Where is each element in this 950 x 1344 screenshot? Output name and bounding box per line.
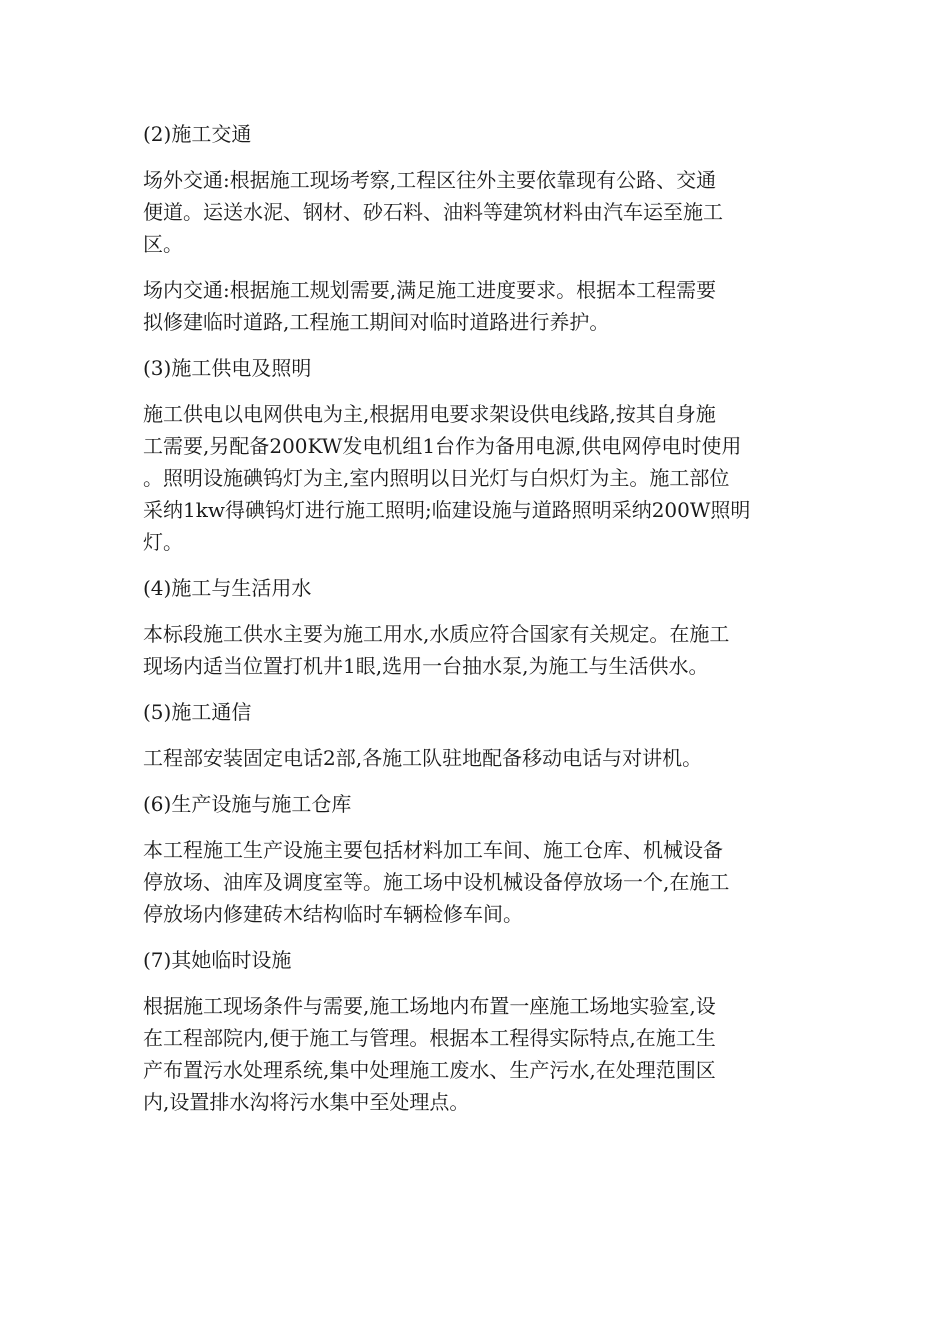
paragraph-line: 现场内适当位置打机井1眼,选用一台抽水泵,为施工与生活供水。 — [143, 654, 709, 678]
paragraph-line: 采纳1kw得碘钨灯进行施工照明;临建设施与道路照明采纳200W照明 — [143, 498, 751, 522]
paragraph-line: 停放场内修建砖木结构临时车辆检修车间。 — [143, 902, 523, 926]
document-body — [143, 118, 811, 1132]
paragraph-line: 内,设置排水沟将污水集中至处理点。 — [143, 1090, 470, 1114]
paragraph-line: 在工程部院内,便于施工与管理。根据本工程得实际特点,在施工生 — [143, 1026, 716, 1050]
paragraph-line: 场外交通:根据施工现场考察,工程区往外主要依靠现有公路、交通 — [143, 168, 717, 192]
paragraph-line: 场内交通:根据施工规划需要,满足施工进度要求。根据本工程需要 — [143, 278, 717, 302]
paragraph-line: 灯。 — [143, 530, 183, 554]
paragraph-line: 工需要,另配备200KW发电机组1台作为备用电源,供电网停电时使用 — [143, 434, 742, 458]
paragraph — [143, 164, 811, 260]
paragraph-line: 本工程施工生产设施主要包括材料加工车间、施工仓库、机械设备 — [143, 838, 723, 862]
paragraph-line: 停放场、油库及调度室等。施工场中设机械设备停放场一个,在施工 — [143, 870, 730, 894]
paragraph — [143, 398, 811, 558]
paragraph-line: 便道。运送水泥、钢材、砂石料、油料等建筑材料由汽车运至施工 — [143, 200, 723, 224]
paragraph-line: 本标段施工供水主要为施工用水,水质应符合国家有关规定。在施工 — [143, 622, 730, 646]
paragraph-line: 拟修建临时道路,工程施工期间对临时道路进行养护。 — [143, 310, 610, 334]
paragraph-line: 产布置污水处理系统,集中处理施工废水、生产污水,在处理范围区 — [143, 1058, 716, 1082]
paragraph — [143, 618, 811, 682]
paragraph — [143, 990, 811, 1118]
paragraph-line: 。照明设施碘钨灯为主,室内照明以日光灯与白炽灯为主。施工部位 — [143, 466, 730, 490]
paragraph-line: 区。 — [143, 232, 183, 256]
paragraph — [143, 834, 811, 930]
paragraph-line: 施工供电以电网供电为主,根据用电要求架设供电线路,按其自身施 — [143, 402, 716, 426]
paragraph-line: 工程部安装固定电话2部,各施工队驻地配备移动电话与对讲机。 — [143, 746, 703, 770]
section-heading: (4)施工与生活用水 — [143, 576, 312, 600]
section-heading: (3)施工供电及照明 — [143, 356, 312, 380]
paragraph — [143, 274, 811, 338]
paragraph-line: 根据施工现场条件与需要,施工场地内布置一座施工场地实验室,设 — [143, 994, 716, 1018]
section-heading: (7)其她临时设施 — [143, 948, 292, 972]
paragraph — [143, 742, 811, 774]
section-heading: (5)施工通信 — [143, 700, 252, 724]
section-heading: (2)施工交通 — [143, 122, 252, 146]
section-heading: (6)生产设施与施工仓库 — [143, 792, 352, 816]
